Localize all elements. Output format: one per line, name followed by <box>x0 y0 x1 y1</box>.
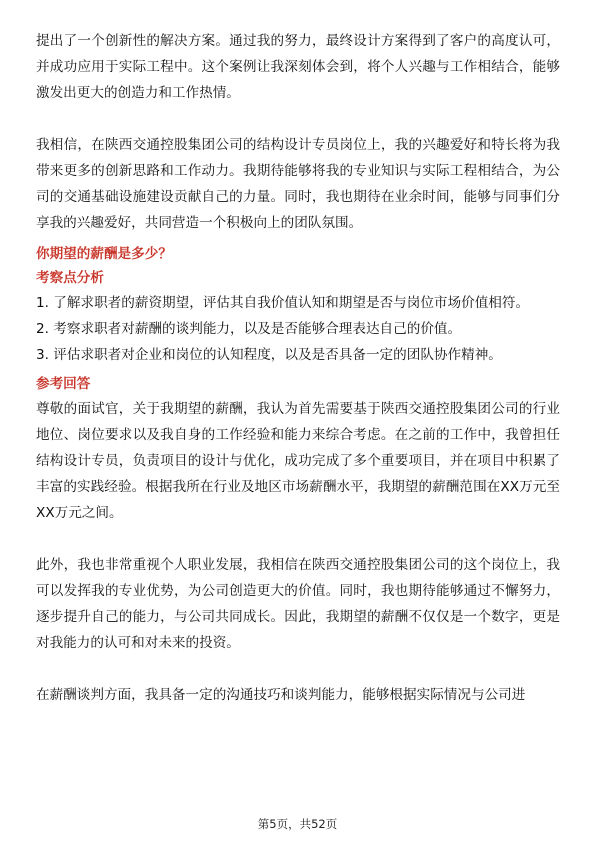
paragraph-gap <box>36 526 560 552</box>
paragraph-gap <box>36 106 560 132</box>
analysis-point: 2. 考察求职者对薪酬的谈判能力，以及是否能够合理表达自己的价值。 <box>36 321 462 337</box>
answer-heading: 参考回答 <box>36 376 91 392</box>
page-number-footer: 第5页，共52页 <box>257 817 338 831</box>
answer-paragraph: 在薪酬谈判方面，我具备一定的沟通技巧和谈判能力，能够根据实际情况与公司进 <box>36 687 526 703</box>
analysis-list <box>36 290 560 368</box>
answer-paragraph: 尊敬的面试官，关于我期望的薪酬，我认为首先需要基于陕西交通控股集团公司的行业地位、岗位要求以及我自身的工作经验和能力来综合考虑。在之前的工作中，我曾担任结构设计专员，负责项目的设计与优化，成功完成了多个重要项目，并在项目中积累了丰富的实践经验。根据我所在行业及地区市场薪酬水平，我期望的薪酬范围在XX万元至XX万元之间。 <box>36 401 560 521</box>
paragraph-gap <box>36 656 560 682</box>
answer-paragraph: 此外，我也非常重视个人职业发展，我相信在陕西交通控股集团公司的这个岗位上，我可以发挥我的专业优势，为公司创造更大的价值。同时，我也期待能够通过不懈努力，逐步提升自己的能力，与公司共同成长。因此，我期望的薪酬不仅仅是一个数字，更是对我能力的认可和对未来的投资。 <box>36 557 560 651</box>
belief-paragraph: 我相信，在陕西交通控股集团公司的结构设计专员岗位上，我的兴趣爱好和特长将为我带来更多的创新思路和工作动力。我期待能够将我的专业知识与实际工程相结合，为公司的交通基础设施建设贡献自己的力量。同时，我也期待在业余时间，能够与同事们分享我的兴趣爱好，共同营造一个积极向上的团队氛围。 <box>36 137 560 231</box>
analysis-point: 1. 了解求职者的薪资期望，评估其自我价值认知和期望是否与岗位市场价值相符。 <box>36 295 530 311</box>
analysis-point: 3. 评估求职者对企业和岗位的认知程度，以及是否具备一定的团队协作精神。 <box>36 347 502 363</box>
analysis-heading: 考察点分析 <box>36 270 104 286</box>
question-heading: 你期望的薪酬是多少？ <box>36 246 172 262</box>
page-content <box>36 28 560 708</box>
intro-tail-paragraph: 提出了一个创新性的解决方案。通过我的努力，最终设计方案得到了客户的高度认可，并成功应用于实际工程中。这个案例让我深刻体会到，将个人兴趣与工作相结合，能够激发出更大的创造力和工作热情。 <box>36 33 560 101</box>
